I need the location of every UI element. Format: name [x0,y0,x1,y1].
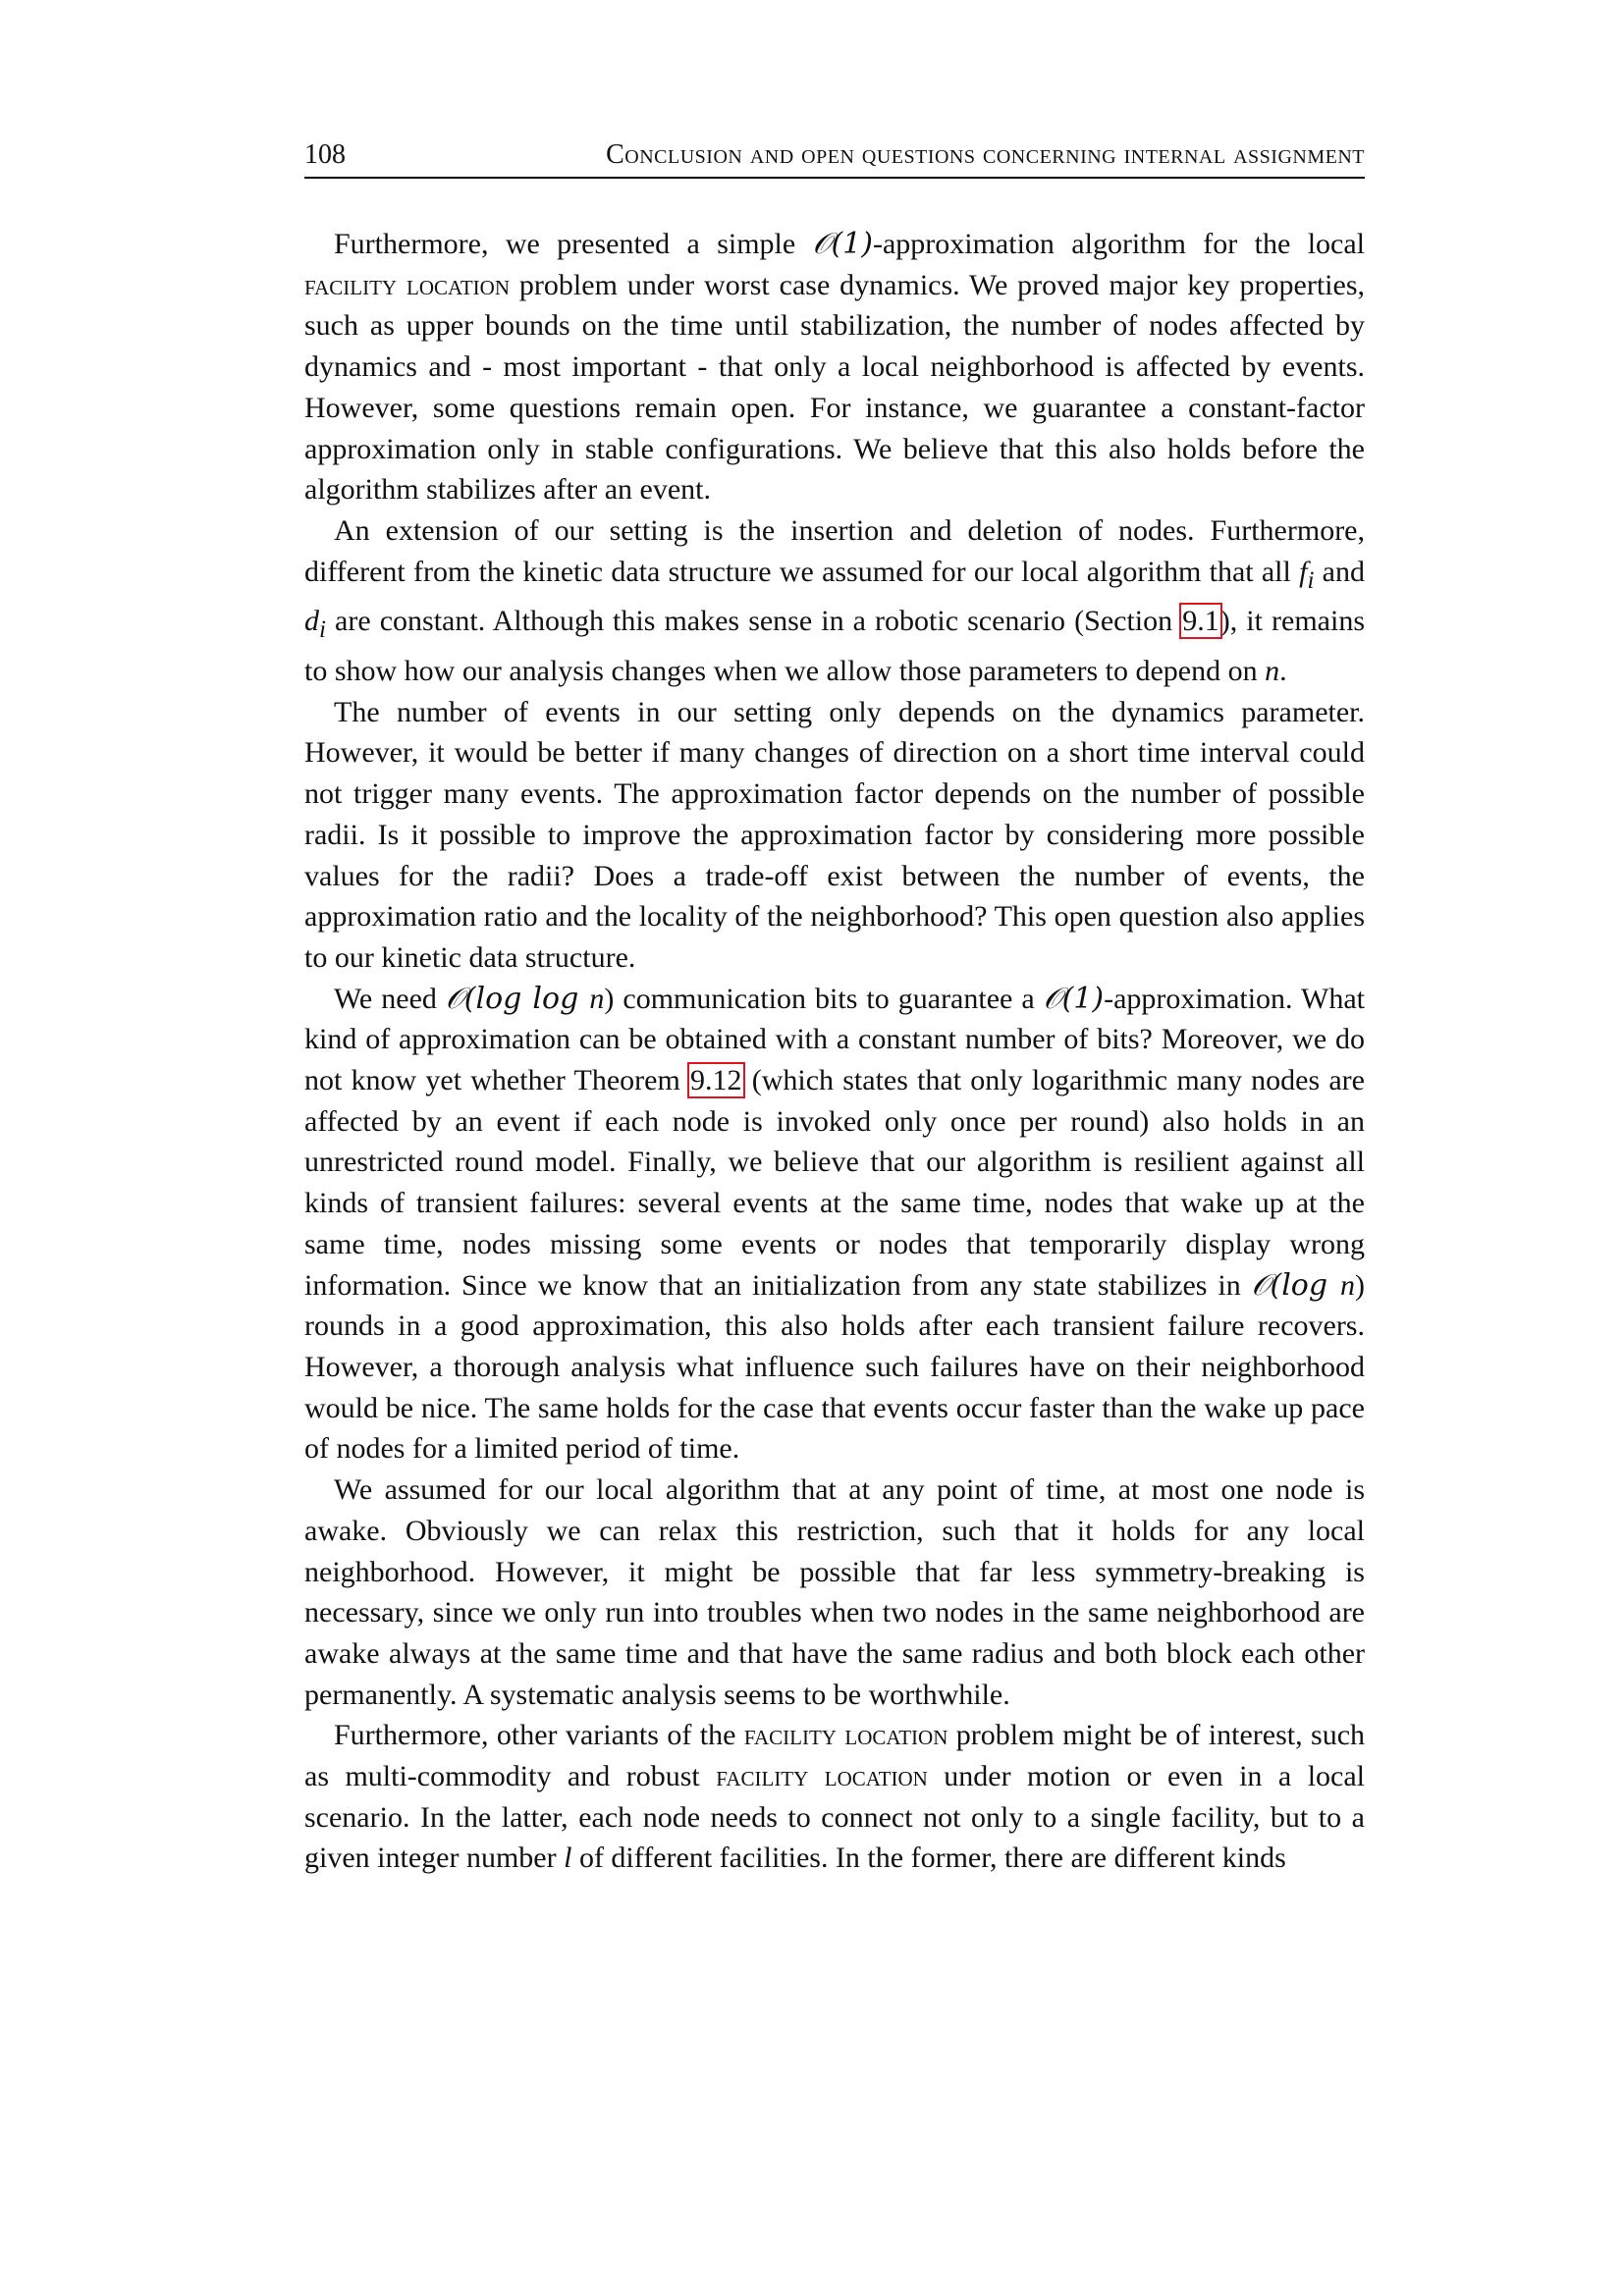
big-o-notation: 𝒪(1) [1043,981,1105,1016]
text-run: (which states that only logarithmic many nodes are affected by an event if each node is invoked only once per round) also holds in an unrestricted round model. Finally, we believe that our algorithm is resilient against all kinds of transient failures: several events at the same time, nodes that wake up at the same time, nodes missing some events or nodes that temporarily display wrong information. Since we know that an initialization from any state stabilizes in [304,1064,1365,1302]
math-l: l [564,1842,572,1875]
text-run: . [1279,655,1287,688]
text-run: communication bits to guarantee a [614,982,1044,1015]
text-run: -approximation. What kind of approximation can be obtained with a constant number of bits? Moreover, we do not know yet whether Theorem [304,982,1366,1097]
running-title: Conclusion and open questions concerning internal assignment [606,139,1365,170]
text-run: are constant. Although this makes sense in a robotic scenario (Section [325,605,1182,638]
big-o-notation: 𝒪(log log [445,981,590,1016]
math-n: n [589,982,605,1015]
running-header [304,133,1365,179]
text-run: ), it remains to show how our analysis changes when we allow those parameters to depend on [304,605,1365,688]
text-run: of different facilities. In the former, there are different kinds [571,1842,1286,1875]
text-run: An extension of our setting is the insertion and deletion of nodes. Furthermore, different from the kinetic data structure we assumed for our local algorithm that all [304,513,1365,588]
text-run: under motion or even in a local scenario. In the latter, each node needs to connect not only to a single facility, but to a given integer number [304,1760,1365,1875]
paragraph-6 [304,1715,1365,1879]
problem-name: facility location [304,268,511,301]
big-o-notation: 𝒪(log [1251,1267,1340,1303]
big-o-notation: 𝒪(1) [812,227,873,261]
main-text [304,224,1365,1879]
text-run: and [1314,555,1365,588]
paragraph-3: The number of events in our setting only depends on the dynamics parameter. However, it would be better if many changes of direction on a short time interval could not trigger many events. The approximation factor depends on the number of possible radii. Is it possible to improve the approximation factor by considering more possible values for the radii? Does a trade-off exist between the number of events, the approximation ratio and the locality of the neighborhood? This open question also applies to our kinetic data structure. [304,695,1365,974]
math-n: n [1265,655,1280,688]
text-run: problem under worst case dynamics. We proved major key properties, such as upper bounds on the time until stabilization, the number of nodes affected by dynamics and - most important - that only a local neighborhood is affected by events. However, some questions remain open. For instance, we guarantee a constant-factor approximation only in stable configurations. We believe that this also holds before the algorithm stabilizes after an event. [304,268,1365,507]
text-run: problem might be of interest, such as multi-commodity and robust [304,1719,1366,1793]
section-link[interactable]: 9.1 [1182,605,1219,638]
text-run: rounds in a good approximation, this also holds after each transient failure recovers. However, a thorough analysis what influence such failures have on their neighborhood would be nice. The same holds for the case that events occur faster than the wake up pace of nodes for a limited period of time. [304,1309,1365,1466]
text-run: We need [334,982,446,1015]
text-run: Furthermore, we presented a simple [334,228,813,260]
math-f: f [1299,555,1308,588]
problem-name: facility location [716,1760,928,1793]
paragraph-5: We assumed for our local algorithm that at any point of time, at most one node is awake. Obviously we can relax this restriction, such that it holds for any local neighborhood. However, it might be possible that far less symmetry-breaking is necessary, since we only run into troubles when two nodes in the same neighborhood are awake always at the same time and that have the same radius and both block each other permanently. A systematic analysis seems to be worthwhile. [304,1473,1365,1711]
page-number: 108 [304,139,346,170]
text-run: ) [604,982,615,1015]
text-run: Furthermore, other variants of the [334,1719,744,1752]
math-n: n [1340,1268,1355,1302]
paragraph-4 [304,979,1365,1469]
problem-name: facility location [743,1719,948,1752]
paragraph-1 [304,224,1365,510]
math-subscript: i [1307,566,1315,594]
theorem-link[interactable]: 9.12 [690,1064,742,1097]
paragraph-2 [304,510,1365,692]
math-subscript: i [319,616,326,644]
math-d: d [304,605,319,638]
text-run: -approximation algorithm for the local [872,228,1365,260]
text-run: ) [1355,1268,1365,1302]
